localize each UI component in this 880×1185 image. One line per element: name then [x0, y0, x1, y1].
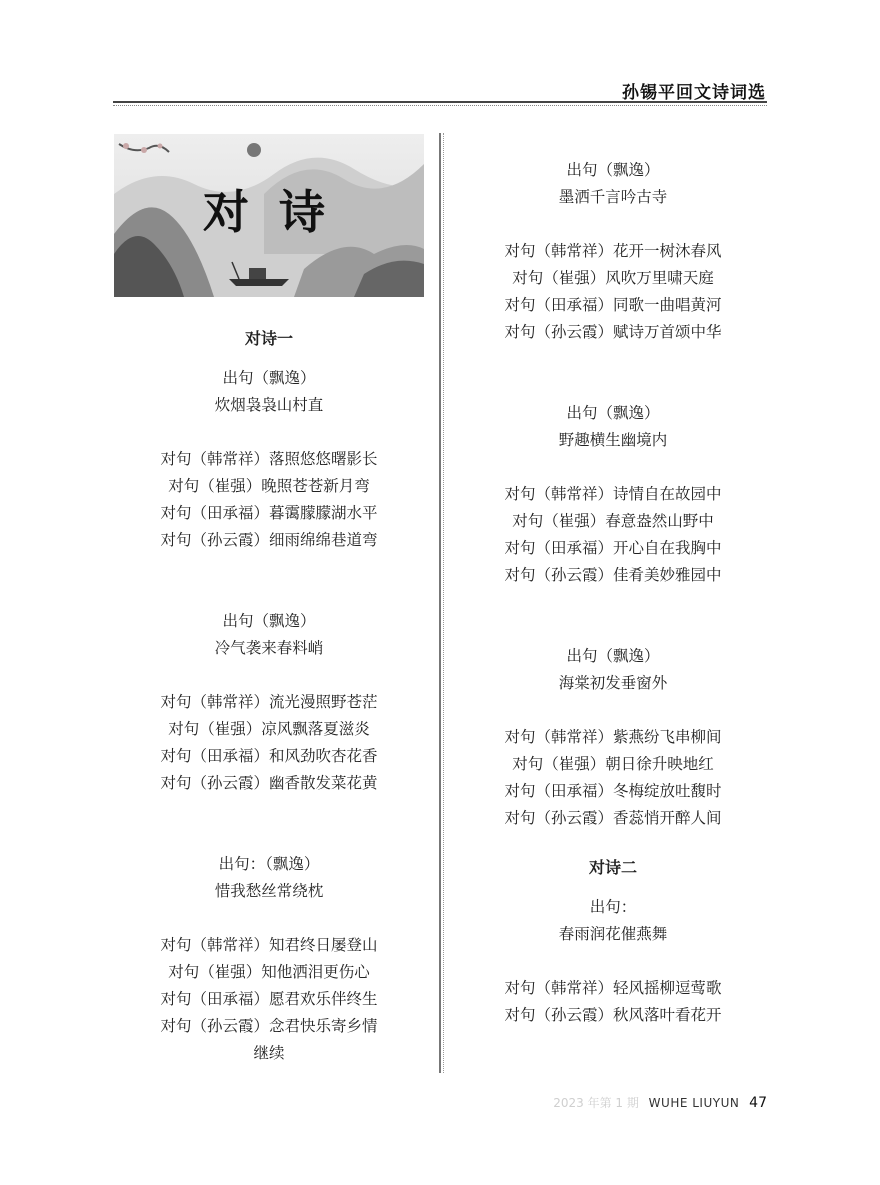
- page-number: 47: [749, 1095, 767, 1111]
- ink-landscape-banner: [114, 134, 424, 297]
- response-line: 对句（孙云霞）幽香散发菜花黄: [160, 774, 378, 792]
- response-line: 对句（崔强）晚照苍苍新月弯: [168, 477, 370, 495]
- response-line: 对句（韩常祥）诗情自在故园中: [504, 485, 722, 503]
- page-footer: [553, 1094, 767, 1111]
- opening-line: 野趣横生幽境内: [558, 431, 668, 449]
- opening-line: 墨洒千言吟古寺: [558, 188, 668, 206]
- banner-title: 对诗: [203, 185, 355, 239]
- response-line: 对句（孙云霞）佳肴美妙雅园中: [504, 566, 722, 584]
- magazine-name: WUHE LIUYUN: [648, 1096, 740, 1110]
- response-line: 对句（韩常祥）花开一树沐春风: [504, 242, 722, 260]
- opening-line: 炊烟袅袅山村直: [214, 396, 324, 414]
- column-divider: [439, 133, 441, 1073]
- response-line: 对句（孙云霞）念君快乐寄乡情: [160, 1017, 378, 1035]
- running-header-title: 孙锡平回文诗词选: [622, 83, 766, 103]
- response-line: 对句（田承福）同歌一曲唱黄河: [504, 296, 722, 314]
- opening-line: 春雨润花催燕舞: [558, 925, 668, 943]
- opening-line-label: 出句（飘逸）: [566, 404, 660, 422]
- opening-line-label: 出句（飘逸）: [222, 612, 316, 630]
- response-line: 对句（田承福）暮霭朦朦湖水平: [160, 504, 378, 522]
- issue-label: 2023 年第 1 期: [553, 1096, 639, 1110]
- opening-line-label: 出句（飘逸）: [566, 161, 660, 179]
- section-heading: 对诗二: [588, 858, 637, 877]
- opening-line: 惜我愁丝常绕枕: [214, 882, 324, 900]
- header-rule: [113, 101, 767, 105]
- response-line: 对句（韩常祥）轻风摇柳逗莺歌: [504, 979, 722, 997]
- response-line: 对句（崔强）凉风飘落夏滋炎: [168, 720, 370, 738]
- response-line: 对句（孙云霞）秋风落叶看花开: [504, 1006, 722, 1024]
- response-line: 对句（孙云霞）赋诗万首颂中华: [504, 323, 722, 341]
- response-line: 对句（田承福）开心自在我胸中: [504, 539, 722, 557]
- opening-line-label: 出句（飘逸）: [566, 647, 660, 665]
- response-line: 对句（韩常祥）流光漫照野苍茫: [160, 693, 378, 711]
- response-line: 对句（崔强）风吹万里啸天庭: [512, 269, 714, 287]
- opening-line-label: 出句：（飘逸）: [218, 855, 320, 873]
- response-line: 对句（孙云霞）香蕊悄开醉人间: [504, 809, 722, 827]
- response-line: 对句（田承福）冬梅绽放吐馥时: [504, 782, 722, 800]
- response-line: 对句（崔强）春意盎然山野中: [512, 512, 714, 530]
- response-line: 对句（韩常祥）落照悠悠曙影长: [160, 450, 378, 468]
- section-heading: 对诗一: [244, 329, 293, 348]
- response-line: 对句（田承福）和风劲吹杏花香: [160, 747, 378, 765]
- response-line: 对句（崔强）知他洒泪更伤心: [168, 963, 370, 981]
- opening-line-label: 出句（飘逸）: [222, 369, 316, 387]
- response-line: 对句（崔强）朝日徐升映地红: [512, 755, 714, 773]
- opening-line: 海棠初发垂窗外: [558, 674, 668, 692]
- continued-note: 继续: [253, 1044, 285, 1062]
- response-line: 对句（田承福）愿君欢乐伴终生: [160, 990, 378, 1008]
- response-line: 对句（孙云霞）细雨绵绵巷道弯: [160, 531, 378, 549]
- response-line: 对句（韩常祥）知君终日屡登山: [160, 936, 378, 954]
- opening-line-label: 出句：: [589, 898, 637, 916]
- opening-line: 冷气袭来春料峭: [214, 639, 324, 657]
- response-line: 对句（韩常祥）紫燕纷飞串柳间: [504, 728, 722, 746]
